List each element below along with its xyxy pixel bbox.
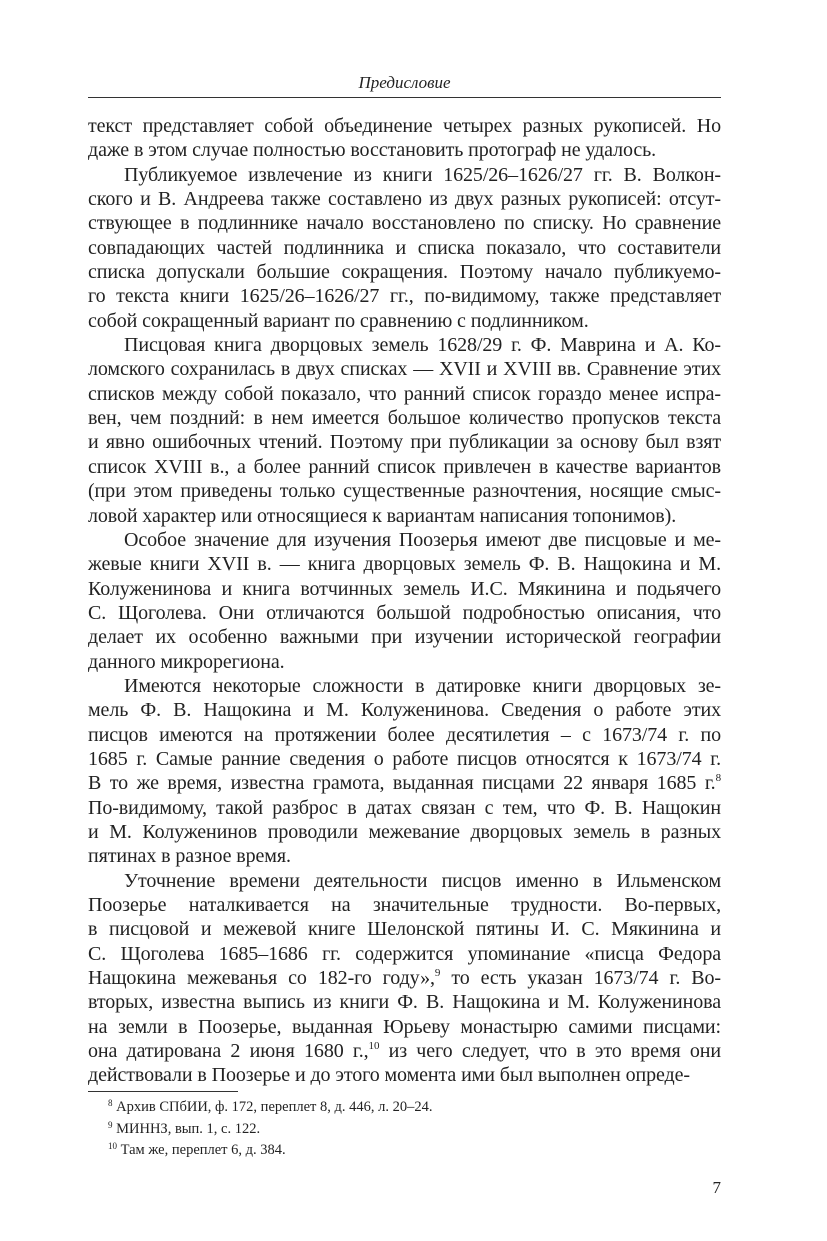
text-line	[88, 528, 721, 552]
footnote	[108, 1140, 708, 1162]
text-line	[88, 796, 721, 820]
text-line	[88, 723, 721, 747]
footnote-text: Там же, переплет 6, д. 384.	[117, 1142, 286, 1158]
text-line	[88, 114, 721, 138]
text-run: Писцовая книга дворцовых земель 1628/29 г. Ф. Маврина и А. Ко-	[124, 334, 721, 357]
text-run: вторых, известна выпись из книги Ф. В. Нащокина и М. Колуженинова	[88, 991, 721, 1014]
text-run: ломского сохранилась в двух списках — XVII и XVIII вв. Сравнение этих	[88, 358, 721, 381]
text-run: ствующее в подлиннике начало восстановлено по списку. Но сравнение	[88, 212, 721, 235]
text-line	[88, 357, 721, 381]
text-line	[88, 942, 721, 966]
text-run: совпадающих частей подлинника и списка показало, что составители	[88, 236, 721, 259]
text-line	[88, 333, 721, 357]
text-run: из чего следует, что в это время они	[379, 1040, 721, 1063]
footnote-text: МИННЗ, вып. 1, с. 122.	[112, 1120, 261, 1137]
text-run: данного микрорегиона.	[88, 650, 285, 673]
footnote-mark: 10	[108, 1141, 117, 1151]
text-line	[88, 577, 721, 601]
text-line	[88, 966, 721, 990]
text-line	[88, 820, 721, 844]
text-line	[88, 138, 721, 162]
text-line	[88, 552, 721, 576]
header-rule	[88, 97, 721, 98]
text-run: С. Щоголева. Они отличаются большой подробностью описания, что	[88, 601, 721, 624]
text-line	[88, 747, 721, 771]
text-line	[88, 382, 721, 406]
paragraph	[88, 114, 721, 163]
text-run: делает их особенно важными при изучении исторической географии	[88, 626, 721, 649]
footnote-separator	[88, 1091, 238, 1092]
text-run: собой сокращенный вариант по сравнению с подлинником.	[88, 309, 589, 332]
text-line	[88, 504, 721, 528]
text-run: она датирована 2 июня 1680 г.,	[88, 1040, 369, 1063]
footnotes	[108, 1097, 708, 1162]
text-line	[88, 771, 721, 795]
text-run: даже в этом случае полностью восстановить протограф не удалось.	[88, 139, 657, 162]
text-run: го текста книги 1625/26–1626/27 гг., по-видимому, также представляет	[88, 285, 721, 308]
text-run: то есть указан 1673/74 г. Во-	[440, 967, 721, 990]
text-run: и М. Колуженинов проводили межевание дворцовых земель в разных	[88, 820, 721, 843]
text-run: вен, чем поздний: в нем имеется большое количество пропусков текста	[88, 407, 721, 430]
paragraph	[88, 163, 721, 333]
text-line	[88, 1063, 721, 1087]
text-line	[88, 1039, 721, 1063]
text-line	[88, 990, 721, 1014]
text-line	[88, 406, 721, 430]
text-line	[88, 844, 721, 868]
text-run: Особое значение для изучения Поозерья имеют две писцовые и ме-	[124, 528, 721, 551]
text-line	[88, 869, 721, 893]
text-run: и явно ошибочных чтений. Поэтому при публикации за основу был взят	[88, 431, 721, 454]
text-run: на земли в Поозерье, выданная Юрьеву монастырю самими писцами:	[88, 1015, 721, 1038]
text-run: Публикуемое извлечение из книги 1625/26–1626/27 гг. В. Волкон-	[124, 163, 721, 186]
text-run: мель Ф. В. Нащокина и М. Колуженинова. Сведения о работе этих	[88, 699, 721, 722]
text-run: пятинах в разное время.	[88, 845, 291, 868]
running-head: Предисловие	[358, 73, 451, 92]
text-line	[88, 479, 721, 503]
text-run: По-видимому, такой разброс в датах связан с тем, что Ф. В. Нащокин	[88, 796, 721, 819]
text-run: списка допускали большие сокращения. Поэтому начало публикуемо-	[88, 261, 721, 284]
paragraph	[88, 869, 721, 1088]
text-line	[88, 211, 721, 235]
text-run: ского и В. Андреева также составлено из двух разных рукописей: отсут-	[88, 188, 721, 211]
text-run: 1685 г. Самые ранние сведения о работе писцов относятся к 1673/74 г.	[88, 747, 721, 770]
text-line	[88, 625, 721, 649]
text-run: текст представляет собой объединение четырех разных рукописей. Но	[88, 115, 721, 137]
text-run: списков между собой показало, что ранний список гораздо менее испра-	[88, 382, 721, 405]
text-run: жевые книги XVII в. — книга дворцовых земель Ф. В. Нащокина и М.	[88, 553, 721, 576]
paragraph	[88, 333, 721, 528]
text-run: Поозерье наталкивается на значительные трудности. Во-первых,	[88, 894, 721, 916]
footnote-ref: 10	[368, 1040, 380, 1053]
text-line	[88, 260, 721, 284]
text-run: Имеются некоторые сложности в датировке книги дворцовых зе-	[124, 674, 721, 697]
text-line	[88, 698, 721, 722]
text-run: Колуженинова и книга вотчинных земель И.С. Мякинина и подьячего	[88, 577, 721, 600]
text-run: (при этом приведены только существенные разночтения, носящие смыс-	[88, 480, 721, 503]
body-text	[88, 114, 721, 1088]
footnote-ref: 9	[434, 967, 441, 980]
text-run: ловой характер или относящиеся к вариантам написания топонимов).	[88, 504, 677, 527]
footnote	[108, 1097, 708, 1119]
text-run: В то же время, известна грамота, выданная писцами 22 января 1685 г.	[88, 772, 716, 795]
text-run: действовали в Поозерье и до этого момента ими был выполнен опреде-	[88, 1064, 690, 1087]
text-line	[88, 309, 721, 333]
text-line	[88, 187, 721, 211]
text-line	[88, 893, 721, 917]
text-line	[88, 917, 721, 941]
footnote-ref: 8	[715, 772, 721, 785]
paragraph	[88, 674, 721, 869]
text-run: список XVIII в., а более ранний список привлечен в качестве вариантов	[88, 455, 721, 478]
text-line	[88, 674, 721, 698]
text-line	[88, 455, 721, 479]
text-line	[88, 601, 721, 625]
text-run: С. Щоголева 1685–1686 гг. содержится упоминание «писца Федора	[88, 942, 721, 965]
page-number: 7	[712, 1178, 721, 1197]
text-line	[88, 284, 721, 308]
text-run: Уточнение времени деятельности писцов именно в Ильменском	[124, 869, 721, 892]
text-line	[88, 163, 721, 187]
footnote-mark: 9	[108, 1119, 113, 1130]
footnote-mark: 8	[108, 1098, 113, 1108]
footnote	[108, 1119, 708, 1141]
text-run: в писцовой и межевой книге Шелонской пятины И. С. Мякинина и	[88, 918, 721, 941]
text-line	[88, 650, 721, 674]
footnote-text: Архив СПбИИ, ф. 172, переплет 8, д. 446, л. 20–24.	[112, 1099, 433, 1115]
text-line	[88, 236, 721, 260]
text-run: Нащокина межеванья со 182-го году»,	[88, 967, 435, 990]
text-line	[88, 430, 721, 454]
text-line	[88, 1015, 721, 1039]
text-run: писцов имеются на протяжении более десятилетия – с 1673/74 г. по	[88, 723, 721, 746]
paragraph	[88, 528, 721, 674]
